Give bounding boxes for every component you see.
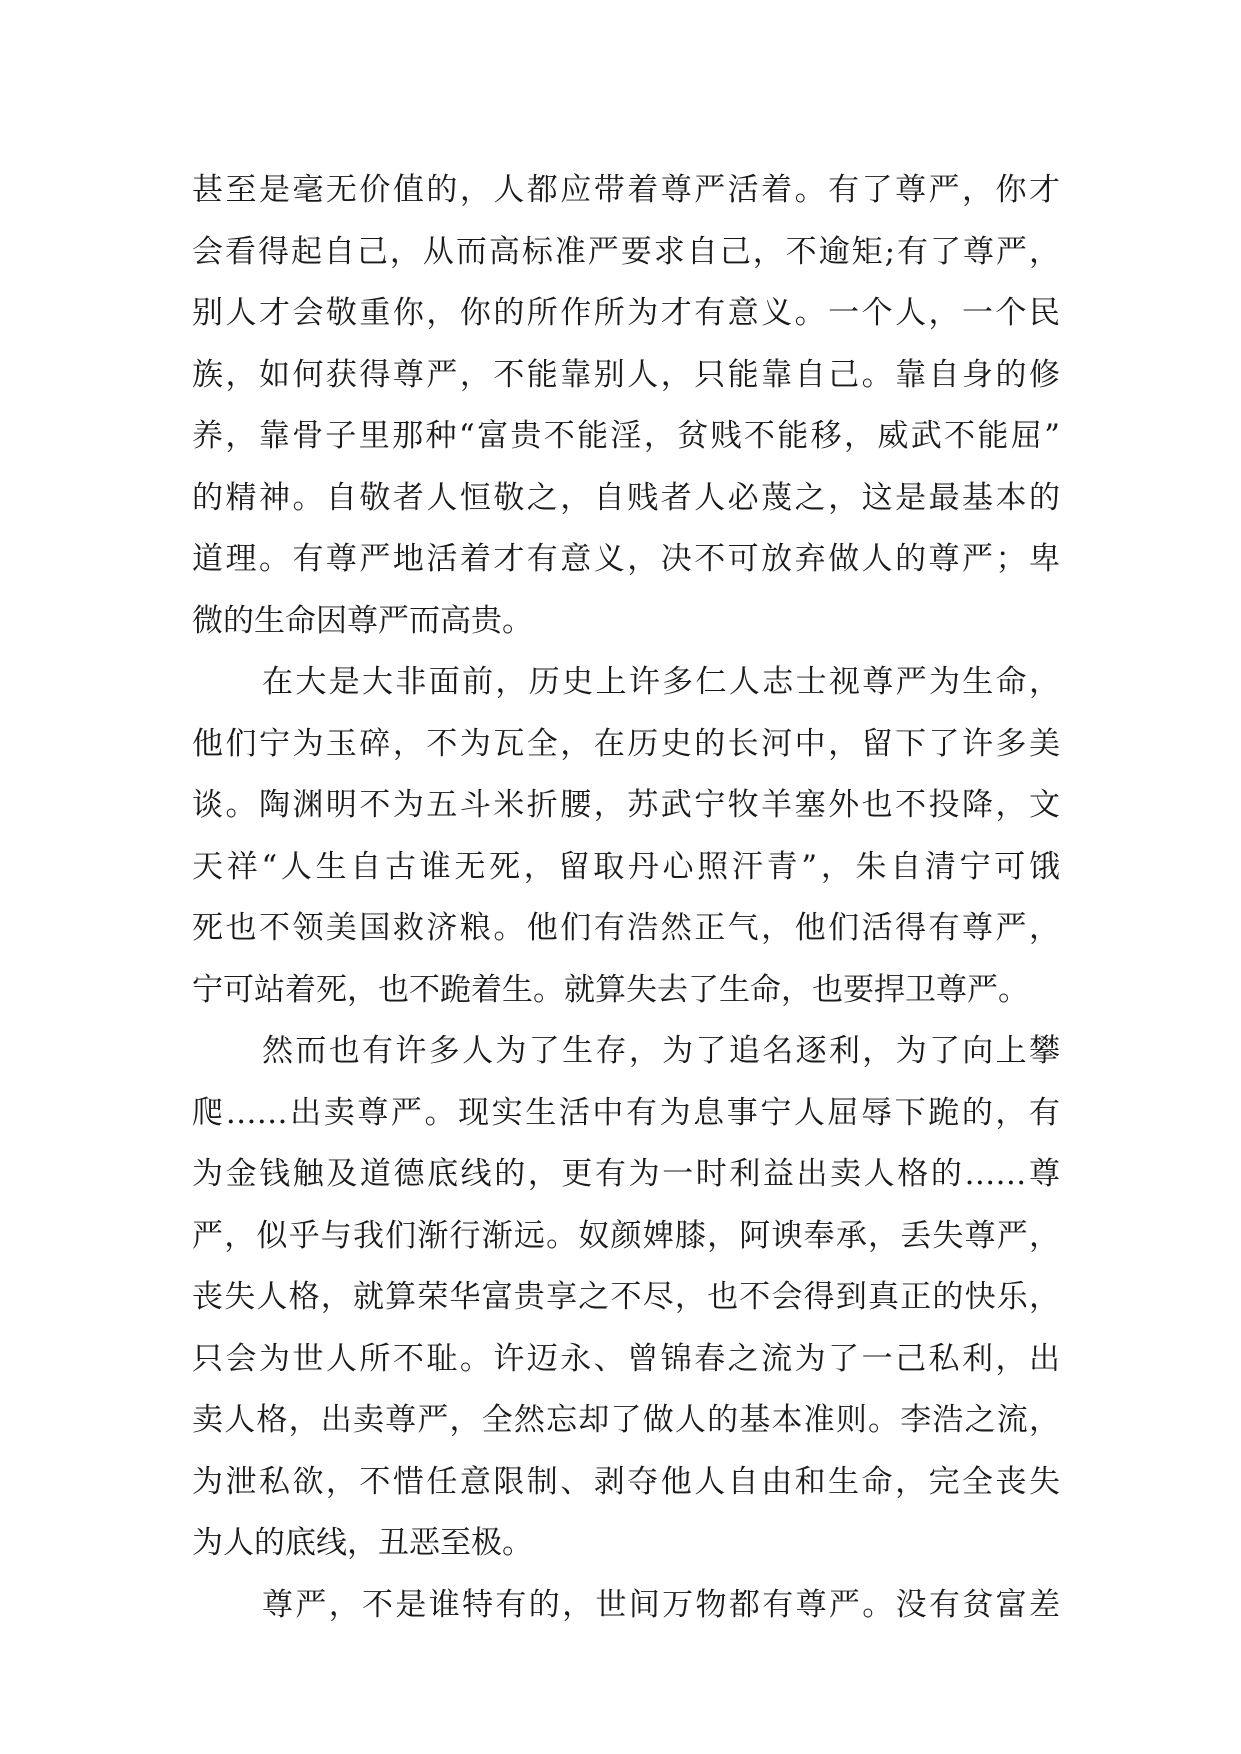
text-line: 谈。陶渊明不为五斗米折腰，苏武宁牧羊塞外也不投降，文	[192, 787, 1060, 823]
text-line: 丧失人格，就算荣华富贵享之不尽，也不会得到真正的快乐，	[192, 1279, 1060, 1315]
text-line: 会看得起自己，从而高标准严要求自己，不逾矩;有了尊严，	[192, 233, 1060, 270]
text-line: 死也不领美国救济粮。他们有浩然正气，他们活得有尊严，	[192, 910, 1060, 946]
text-line: 为金钱触及道德底线的，更有为一时利益出卖人格的……尊	[192, 1156, 1060, 1192]
text-line: 的精神。自敬者人恒敬之，自贱者人必蔑之，这是最基本的	[192, 479, 1060, 516]
text-line: 天祥“人生自古谁无死，留取丹心照汗青”，朱自清宁可饿	[192, 848, 1060, 885]
essay-body	[192, 160, 1060, 1636]
text-line: 为人的底线，丑恶至极。	[192, 1525, 533, 1561]
text-line: 卖人格，出卖尊严，全然忘却了做人的基本准则。李浩之流，	[192, 1402, 1060, 1438]
text-line: 宁可站着死，也不跪着生。就算失去了生命，也要捍卫尊严。	[192, 971, 1029, 1008]
text-line: 族，如何获得尊严，不能靠别人，只能靠自己。靠自身的修	[192, 356, 1060, 393]
paragraph-start-line: 在大是大非面前，历史上许多仁人志士视尊严为生命，	[262, 664, 1060, 700]
text-line: 为泄私欲，不惜任意限制、剥夺他人自由和生命，完全丧失	[192, 1463, 1060, 1500]
text-line: 只会为世人所不耻。许迈永、曾锦春之流为了一己私利，出	[192, 1340, 1060, 1377]
paragraph-start-line: 然而也有许多人为了生存，为了追名逐利，为了向上攀	[262, 1033, 1060, 1069]
text-line: 爬……出卖尊严。现实生活中有为息事宁人屈辱下跪的，有	[192, 1094, 1060, 1131]
text-line: 别人才会敬重你，你的所作所为才有意义。一个人，一个民	[192, 295, 1060, 331]
text-line: 他们宁为玉碎，不为瓦全，在历史的长河中，留下了许多美	[192, 725, 1060, 762]
text-line: 严，似乎与我们渐行渐远。奴颜婢膝，阿谀奉承，丢失尊严，	[192, 1217, 1060, 1254]
text-line: 甚至是毫无价值的，人都应带着尊严活着。有了尊严，你才	[192, 172, 1060, 208]
text-line: 养，靠骨子里那种“富贵不能淫，贫贱不能移，威武不能屈”	[192, 418, 1060, 454]
text-line: 道理。有尊严地活着才有意义，决不可放弃做人的尊严；卑	[192, 541, 1060, 577]
paragraph-start-line: 尊严，不是谁特有的，世间万物都有尊严。没有贫富差	[262, 1586, 1060, 1623]
text-line: 微的生命因尊严而高贵。	[192, 602, 533, 639]
